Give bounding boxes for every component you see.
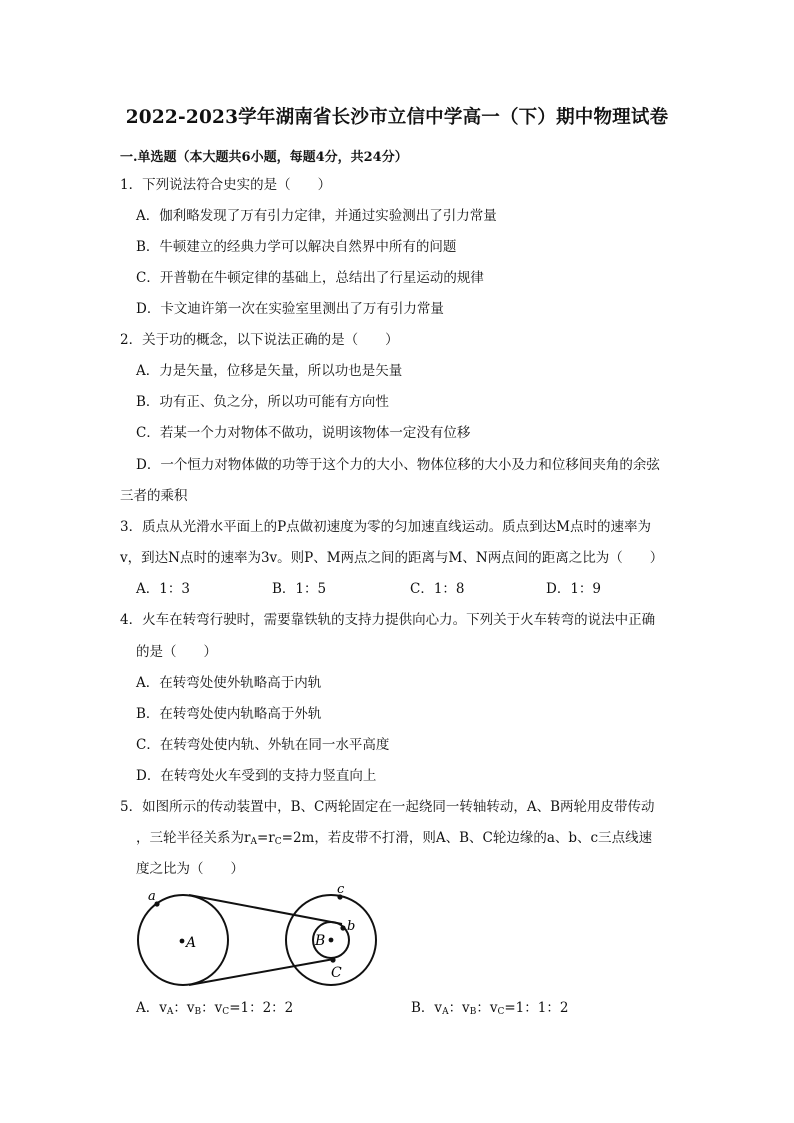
point-b [340, 925, 345, 930]
page-title: 2022-2023学年湖南省长沙市立信中学高一（下）期中物理试卷 [125, 107, 669, 128]
question-2-option-d-continued: 三者的乘积 [120, 488, 188, 504]
radius-relation: $r_A=r_C=2m$ [244, 830, 315, 847]
question-3-option-d: D．1：9 [546, 581, 602, 597]
question-4-option-a: A．在转弯处使外轨略高于内轨 [136, 675, 322, 691]
center-b [329, 938, 334, 943]
question-1-option-c: C．开普勒在牛顿定律的基础上，总结出了行星运动的规律 [136, 270, 484, 286]
question-2-option-d: D．一个恒力对物体做的功等于这个力的大小、物体位移的大小及力和位移间夹角的余弦 [136, 457, 660, 473]
center-a [180, 939, 185, 944]
question-3-option-c: C．1：8 [410, 581, 465, 597]
question-4-option-b: B．在转弯处使内轨略高于外轨 [136, 706, 322, 722]
question-3-stem-line-2: v，到达N点时的速率为3v。则P、M两点之间的距离与M、N两点间的距离之比为（ ） [120, 550, 664, 566]
question-5-option-b: B．$v_A$：$v_B$：$v_C=1$：1：2 [411, 1000, 569, 1017]
question-4-option-c: C．在转弯处使内轨、外轨在同一水平高度 [136, 737, 390, 753]
label-center-b: B [315, 933, 326, 949]
label-center-a: A [186, 935, 197, 951]
belt-drive-figure [134, 884, 384, 992]
question-5-option-a: A．$v_A$：$v_B$：$v_C=1$：2：2 [136, 1000, 294, 1017]
question-1-option-d: D．卡文迪许第一次在实验室里测出了万有引力常量 [136, 301, 444, 317]
question-5-stem-line-1: 5．如图所示的传动装置中，B、C两轮固定在一起绕同一转轴转动，A、B两轮用皮带传动 [120, 799, 655, 815]
question-2-stem: 2．关于功的概念，以下说法正确的是（ ） [120, 332, 399, 348]
label-c-lower: C [331, 965, 342, 981]
point-c-lower [330, 957, 335, 962]
section-heading: 一.单选题（本大题共6小题，每题4分，共24分） [120, 150, 408, 165]
question-3-option-b: B．1：5 [272, 581, 327, 597]
question-5-stem-line-2: ，三轮半径关系为$r_A=r_C=2m$，若皮带不打滑，则A、B、C轮边缘的a、b、c三点线速 [136, 830, 653, 847]
question-1-option-a: A．伽利略发现了万有引力定律，并通过实验测出了引力常量 [136, 208, 497, 224]
question-5-stem-line-3: 度之比为（ ） [136, 861, 244, 877]
question-2-option-b: B．功有正、负之分，所以功可能有方向性 [136, 394, 389, 410]
question-4-stem-line-2: 的是（ ） [136, 644, 217, 660]
question-3-option-a: A．1：3 [136, 581, 190, 597]
question-1-option-b: B．牛顿建立的经典力学可以解决自然界中所有的问题 [136, 239, 457, 255]
label-a: a [148, 889, 156, 904]
question-2-option-a: A．力是矢量，位移是矢量，所以功也是矢量 [136, 363, 403, 379]
question-2-option-c: C．若某一个力对物体不做功，说明该物体一定没有位移 [136, 425, 471, 441]
belt-top [189, 895, 342, 924]
label-c: c [337, 884, 345, 897]
belt-drive-diagram [134, 884, 384, 992]
question-3-stem-line-1: 3．质点从光滑水平面上的P点做初速度为零的匀加速直线运动。质点到达M点时的速率为 [120, 519, 651, 535]
label-b: b [347, 919, 356, 934]
question-4-stem-line-1: 4．火车在转弯行驶时，需要靠铁轨的支持力提供向心力。下列关于火车转弯的说法中正确 [120, 612, 656, 628]
question-1-stem: 1．下列说法符合史实的是（ ） [120, 177, 332, 193]
question-4-option-d: D．在转弯处火车受到的支持力竖直向上 [136, 768, 377, 784]
